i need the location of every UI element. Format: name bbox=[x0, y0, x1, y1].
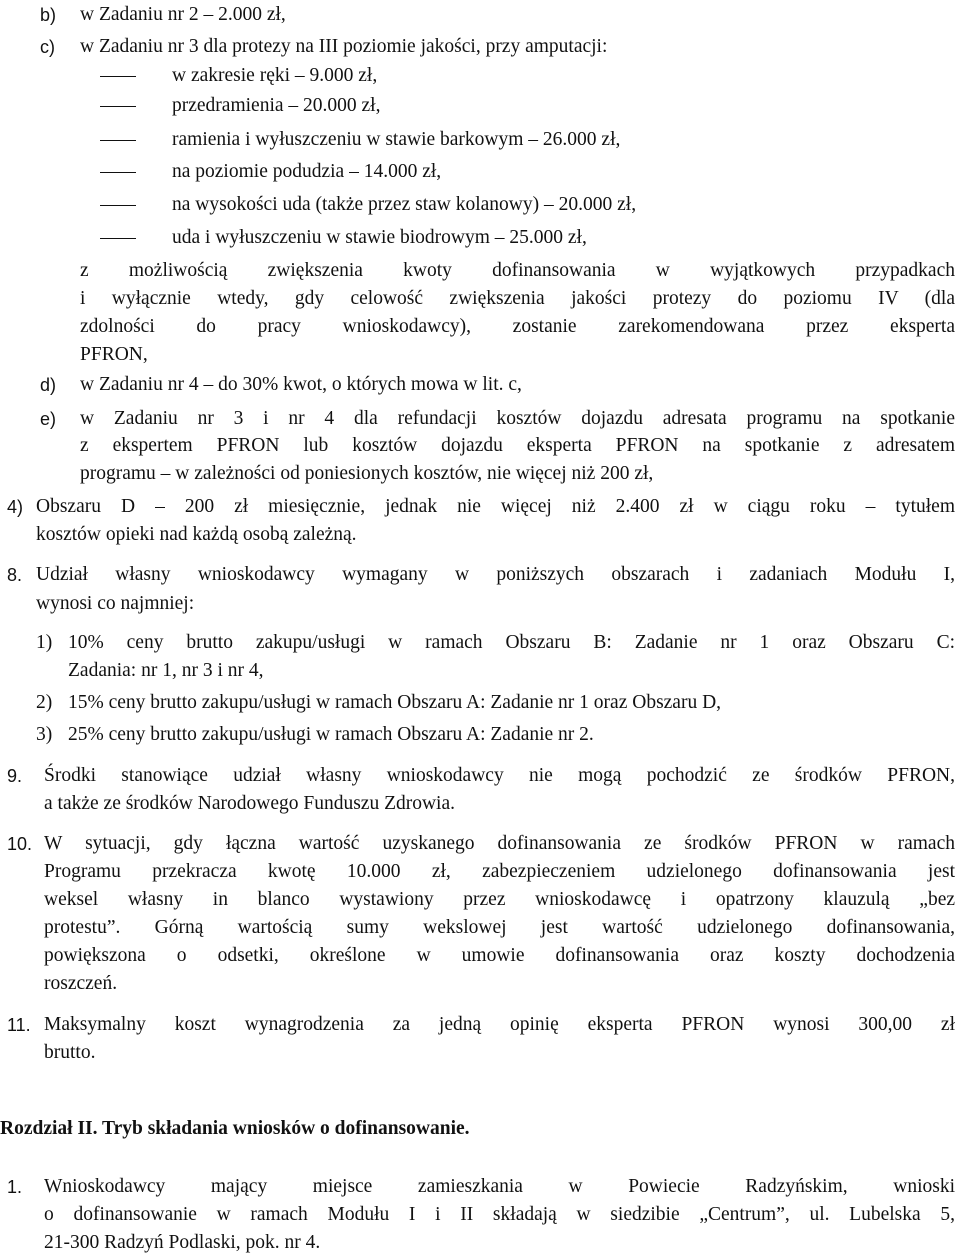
dash-item-text: na wysokości uda (także przez staw kolanowy) – 20.000 zł, bbox=[172, 194, 637, 215]
list-item-d bbox=[0, 372, 960, 398]
point-8-line: wynosi co najmniej: bbox=[36, 593, 195, 614]
subitem-line: 15% ceny brutto zakupu/usługi w ramach Obszaru A: Zadanie nr 1 oraz Obszaru D, bbox=[68, 692, 722, 713]
point-10-line: Programu przekracza kwotę 10.000 zł, zabezpieczeniem udzielonego dofinansowania jest bbox=[44, 861, 955, 882]
list-item-b bbox=[0, 2, 960, 28]
point-10-line: protestu”. Górną wartością sumy wekslowej jest wartość udzielonego dofinansowania, bbox=[44, 917, 955, 938]
list-text: w Zadaniu nr 2 – 2.000 zł, bbox=[80, 4, 286, 25]
dash-item bbox=[0, 192, 960, 218]
list-marker: e) bbox=[40, 409, 57, 429]
note-line: i wyłącznie wtedy, gdy celowość zwiększenia jakości protezy do poziomu IV (dla bbox=[80, 288, 955, 309]
note-line: zdolności do pracy wnioskodawcy), zostanie zarekomendowana przez eksperta bbox=[80, 316, 955, 337]
subitem-marker: 2) bbox=[36, 692, 53, 713]
point-11-line: Maksymalny koszt wynagrodzenia za jedną opinię eksperta PFRON wynosi 300,00 zł bbox=[44, 1014, 955, 1035]
dash-bullet bbox=[100, 205, 136, 206]
point-10-line: powiększona o odsetki, określone w umowie dofinansowania oraz koszty dochodzenia bbox=[44, 945, 955, 966]
dash-bullet bbox=[100, 140, 136, 141]
dash-item bbox=[0, 159, 960, 185]
dash-item bbox=[0, 63, 960, 89]
dash-item-text: na poziomie podudzia – 14.000 zł, bbox=[172, 161, 442, 182]
list-text: w Zadaniu nr 3 dla protezy na III poziomie jakości, przy amputacji: bbox=[80, 36, 608, 57]
dash-item-text: przedramienia – 20.000 zł, bbox=[172, 95, 381, 116]
point-11-line: brutto. bbox=[44, 1042, 96, 1063]
point-10-line: W sytuacji, gdy łączna wartość uzyskanego dofinansowania ze środków PFRON w ramach bbox=[44, 833, 955, 854]
point-8-subitem bbox=[0, 690, 960, 716]
point-9-line: Środki stanowiące udział własny wnioskodawcy nie mogą pochodzić ze środków PFRON, bbox=[44, 765, 955, 786]
subitem-line: 25% ceny brutto zakupu/usługi w ramach Obszaru A: Zadanie nr 2. bbox=[68, 724, 594, 745]
dash-item bbox=[0, 225, 960, 251]
point-marker: 1. bbox=[7, 1177, 23, 1197]
chapter-point-1-line: Wnioskodawcy mający miejsce zamieszkania w Powiecie Radzyńskim, wnioski bbox=[44, 1176, 955, 1197]
chapter-heading: Rozdział II. Tryb składania wniosków o dofinansowanie. bbox=[0, 1118, 470, 1139]
list-marker: c) bbox=[40, 37, 55, 57]
point-marker: 10. bbox=[7, 834, 33, 854]
dash-bullet bbox=[100, 238, 136, 239]
subitem-line: Zadania: nr 1, nr 3 i nr 4, bbox=[68, 660, 264, 681]
point-8-line: Udział własny wnioskodawcy wymagany w poniższych obszarach i zadaniach Modułu I, bbox=[36, 564, 955, 585]
dash-bullet bbox=[100, 106, 136, 107]
area-4-line: kosztów opieki nad każdą osobą zależną. bbox=[36, 524, 357, 545]
note-line: z możliwością zwiększenia kwoty dofinansowania w wyjątkowych przypadkach bbox=[80, 260, 955, 281]
chapter-point-1-line: 21-300 Radzyń Podlaski, pok. nr 4. bbox=[44, 1232, 321, 1253]
point-marker: 8. bbox=[7, 565, 23, 585]
point-marker: 11. bbox=[7, 1015, 31, 1035]
subitem-line: 10% ceny brutto zakupu/usługi w ramach Obszaru B: Zadanie nr 1 oraz Obszaru C: bbox=[68, 632, 955, 653]
list-marker: d) bbox=[40, 375, 57, 395]
point-8-subitem bbox=[0, 722, 960, 748]
dash-item-text: w zakresie ręki – 9.000 zł, bbox=[172, 65, 378, 86]
list-item-c bbox=[0, 34, 960, 60]
area-4-line: Obszaru D – 200 zł miesięcznie, jednak nie więcej niż 2.400 zł w ciągu roku – tytułem bbox=[36, 496, 955, 517]
list-text-line: w Zadaniu nr 3 i nr 4 dla refundacji kosztów dojazdu adresata programu na spotkanie bbox=[80, 408, 955, 429]
list-text: w Zadaniu nr 4 – do 30% kwot, o których mowa w lit. c, bbox=[80, 374, 522, 395]
point-10-line: roszczeń. bbox=[44, 973, 118, 994]
list-text-line: z ekspertem PFRON lub kosztów dojazdu eksperta PFRON na spotkanie z adresatem bbox=[80, 435, 955, 456]
list-marker: b) bbox=[40, 5, 57, 25]
point-9-line: a także ze środków Narodowego Funduszu Zdrowia. bbox=[44, 793, 456, 814]
dash-bullet bbox=[100, 76, 136, 77]
dash-item bbox=[0, 127, 960, 153]
note-line: PFRON, bbox=[80, 344, 148, 365]
dash-item-text: uda i wyłuszczeniu w stawie biodrowym – 25.000 zł, bbox=[172, 227, 587, 248]
subitem-marker: 3) bbox=[36, 724, 53, 745]
dash-item bbox=[0, 93, 960, 119]
list-text-line: programu – w zależności od poniesionych kosztów, nie więcej niż 200 zł, bbox=[80, 463, 654, 484]
dash-bullet bbox=[100, 172, 136, 173]
dash-item-text: ramienia i wyłuszczeniu w stawie barkowym – 26.000 zł, bbox=[172, 129, 621, 150]
list-marker: 4) bbox=[7, 497, 24, 517]
point-10-line: weksel własny in blanco wystawiony przez wnioskodawcę i opatrzony klauzulą „bez bbox=[44, 889, 955, 910]
chapter-point-1-line: o dofinansowanie w ramach Modułu I i II składają w siedzibie „Centrum”, ul. Lubelska 5, bbox=[44, 1204, 955, 1225]
subitem-marker: 1) bbox=[36, 632, 53, 653]
point-marker: 9. bbox=[7, 766, 23, 786]
